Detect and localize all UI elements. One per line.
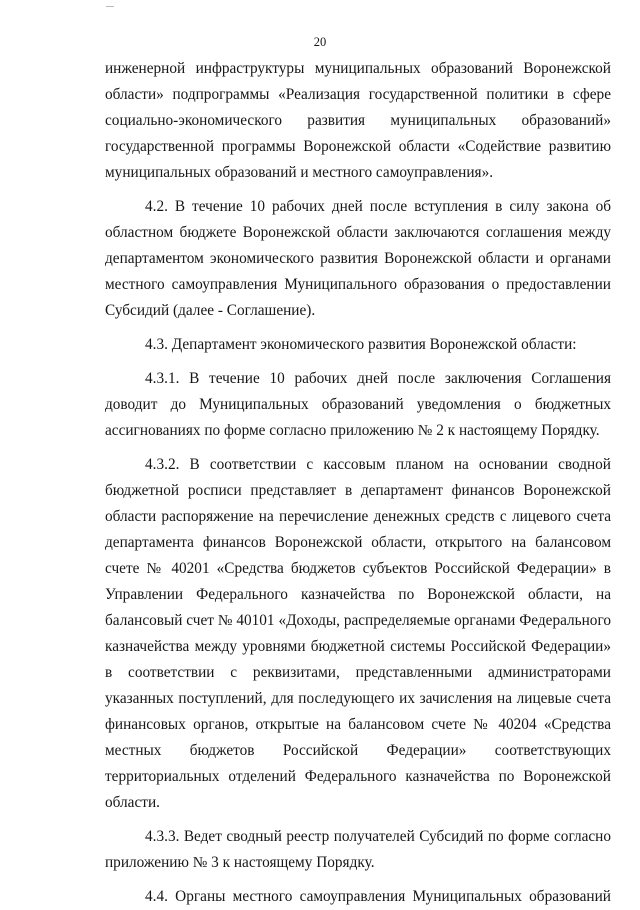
text-line: местного самоуправления Муниципального образования о предоставлении bbox=[105, 276, 611, 293]
paragraph-4-3-1 bbox=[105, 366, 611, 444]
text-line: 4.3.1. В течение 10 рабочих дней после заключения Соглашения bbox=[145, 370, 611, 387]
text-line: инженерной инфраструктуры муниципальных образований Воронежской bbox=[105, 60, 611, 77]
text-line: ассигнованиях по форме согласно приложению № 2 к настоящему Порядку. bbox=[105, 422, 600, 439]
text-line: департаментом экономического развития Воронежской области и органами bbox=[105, 250, 611, 267]
text-line: Управлении Федерального казначейства по Воронежской области, на bbox=[105, 586, 611, 603]
text-line: 4.4. Органы местного самоуправления Муниципальных образований bbox=[145, 888, 611, 905]
text-line: финансовых органов, открытые на балансовом счете № 40204 «Средства bbox=[105, 716, 611, 733]
text-line: балансовый счет № 40101 «Доходы, распределяемые органами Федерального bbox=[105, 612, 611, 629]
text-line: казначейства между уровнями бюджетной системы Российской Федерации» bbox=[105, 638, 611, 655]
paragraph-4-4 bbox=[105, 884, 611, 910]
text-line: 4.2. В течение 10 рабочих дней после вступления в силу закона об bbox=[145, 198, 611, 215]
text-line: указанных поступлений, для последующего их зачисления на лицевые счета bbox=[105, 690, 611, 707]
text-line: местных бюджетов Российской Федерации» соответствующих bbox=[105, 742, 611, 759]
text-line: муниципальных образований и местного самоуправления». bbox=[105, 164, 494, 181]
text-line: счете № 40201 «Средства бюджетов субъектов Российской Федерации» в bbox=[105, 560, 611, 577]
text-line: социально-экономического развития муниципальных образований» bbox=[105, 112, 611, 129]
paragraph-4-2 bbox=[105, 194, 611, 324]
text-line: Субсидий (далее - Соглашение). bbox=[105, 302, 316, 319]
text-line: государственной программы Воронежской области «Содействие развитию bbox=[105, 138, 611, 155]
text-line: департамента финансов Воронежской области, открытого на балансовом bbox=[105, 534, 611, 551]
text-line: 4.3.2. В соответствии с кассовым планом на основании сводной bbox=[145, 456, 611, 473]
text-line: 4.3.3. Ведет сводный реестр получателей Субсидий по форме согласно bbox=[145, 828, 611, 845]
text-line: приложению № 3 к настоящему Порядку. bbox=[105, 854, 375, 871]
corner-mark bbox=[106, 6, 114, 7]
text-line: области. bbox=[105, 794, 160, 811]
document-body bbox=[105, 56, 611, 910]
text-line: бюджетной росписи представляет в департамент финансов Воронежской bbox=[105, 482, 611, 499]
text-line: доводит до Муниципальных образований уведомления о бюджетных bbox=[105, 396, 611, 413]
paragraph-4-3-3 bbox=[105, 824, 611, 876]
paragraph-4-3-2 bbox=[105, 452, 611, 816]
paragraph-4-3 bbox=[105, 332, 611, 358]
text-line: в соответствии с реквизитами, представленными администраторами bbox=[105, 664, 611, 681]
text-line: территориальных отделений Федерального казначейства по Воронежской bbox=[105, 768, 611, 785]
paragraph-continuation bbox=[105, 56, 611, 186]
text-line: области распоряжение на перечисление денежных средств с лицевого счета bbox=[105, 508, 611, 525]
text-line: 4.3. Департамент экономического развития Воронежской области: bbox=[145, 336, 577, 353]
page-number: 20 bbox=[313, 35, 327, 49]
text-line: областном бюджете Воронежской области заключаются соглашения между bbox=[105, 224, 611, 241]
text-line: области» подпрограммы «Реализация государственной политики в сфере bbox=[105, 86, 611, 103]
